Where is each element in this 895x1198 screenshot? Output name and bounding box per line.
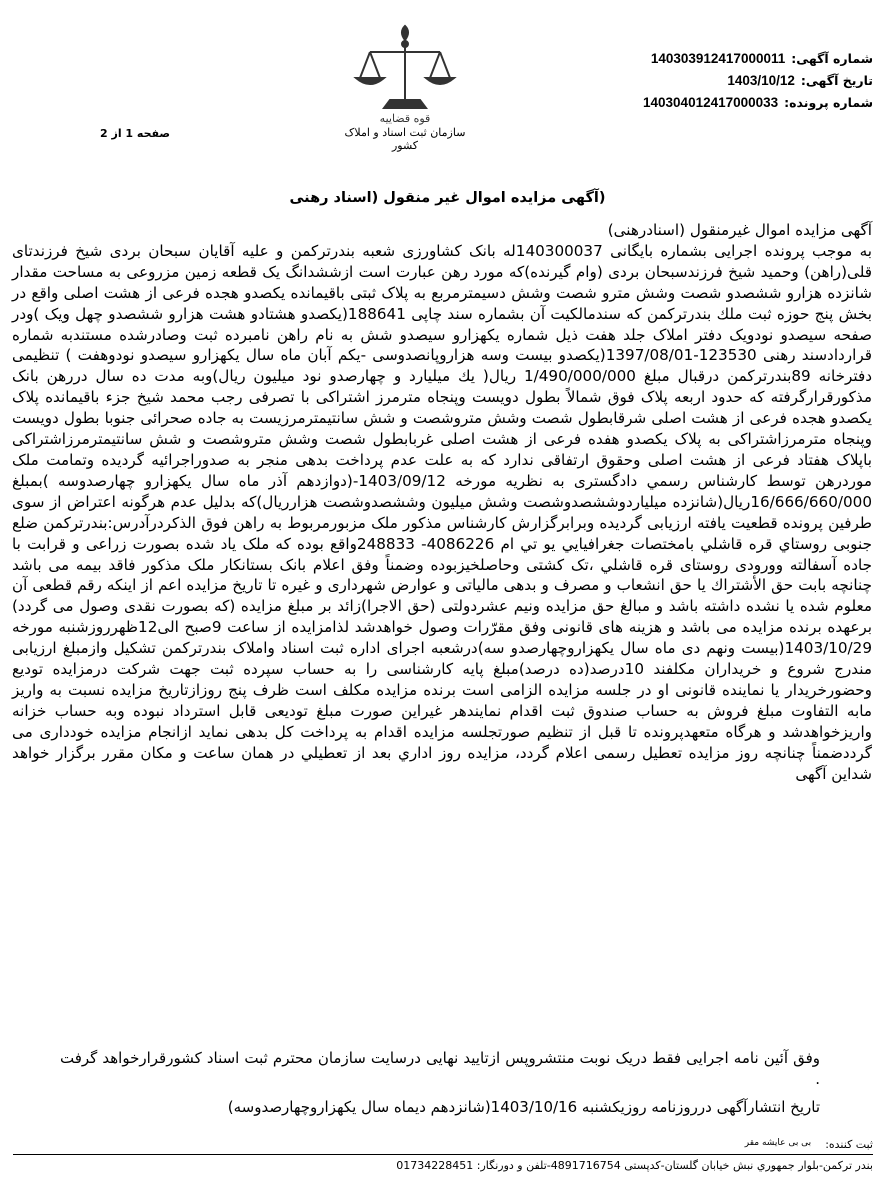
signature-block [13,1138,873,1172]
office-address: بندر ترکمن-بلوار جمهوري نبش خيابان گلستان-کدپستی 4891716754-تلفن و دورنگار: 01734228451 [396,1159,873,1172]
ad-body [12,220,872,784]
ad-date: 1403/10/12 [727,73,795,88]
judiciary-logo [340,18,470,152]
ad-date-row [613,70,873,92]
org-name: سازمان ثبت اسناد و املاک کشور [344,126,466,152]
publish-date-note: تاریخ انتشارآگهی درروزنامه روزیکشنبه 1403/10/16(شانزدهم دیماه سال یکهزاروچهارصدوسه) [227,1098,820,1116]
case-number-label: شماره پرونده: [784,95,873,110]
ad-metadata [613,48,873,114]
document-title: (آگهی مزایده اموال غیر منقول (اسناد رهنی [289,190,606,206]
divider [13,1154,873,1155]
page-info: صفحه 1 از 2 [100,127,171,140]
case-number: 140304012417000033 [643,95,779,110]
registrar-name: بی بی عایشه مقر [744,1138,812,1148]
scales-of-justice-icon [340,18,470,126]
ad-subtitle: آگهی مزایده اموال غیرمنقول (اسنادرهنی) [607,221,872,239]
ad-number-label: شماره آگهی: [791,51,873,66]
ad-number-row [613,48,873,70]
ad-date-label: تاریخ آگهی: [800,73,873,88]
ad-body-text: به موجب پرونده اجرایی بشماره بایگانی 140300037له بانک کشاورزی شعبه بندرترکمن و علیه آقایان سبحان بردی شیخ فرزندتای قلی(راهن) وحمید شیخ فرزندسبحان بردی (وام گیرنده)که مورد رهن عبارت است ازششدانگ یک قطعه زمین مزروعی به مساحت مقدار شانزده هزارو ششصدو شصت وشش مترو شصت وشش دسیمترمربع به پلاک ثبتی باقیمانده یکصدو هجده فرعی از هشت اصلی واقع در بخش پنج حوزه ثبت ملك بندرترکمن که سندمالکیت آن بشماره سند چاپی 188641(یکصدو هشتادو هشت هزارو ششصدو چهل ویک )ودر صفحه سیصدو نودویک دفتر املاک جلد هفت ذیل شماره یکهزارو سیصدو شش به نام راهن نامبرده ثبت وصادرشده مستندبه شماره قراردادسند رهنی 123530-1397/08/01(یکصدو بیست وسه هزاروپانصدوسی -یکم آبان ماه سال یکهزارو سیصدو نودوهفت ) تنظیمی دفترخانه 89بندرترکمن درقبال مبلغ 1/490/000/000 ریال( يك ميليارد و چهارصدو نود میلیون ریال)وبه مدت ده سال دررهن بانک مذکورقرارگرفته که حدود اربعه پلاک فوق شمالاً بطول دویست وپنجاه مترمرز اشتراکی با تصرفی رجب محمد شیخ جزء باقیمانده پلاک یکصدو هجده فرعی از هشت اصلی شرقابطول شصت وشش متروشصت و شش سانتیمترمرزیست به جاده صحرائی جنوبا بطول دویست وپنجاه مترمرزاشتراکی به پلاک یکصدو هفده فرعی از هشت اصلی غربابطول شصت وشش متروشصت و شش سانتیمترمرزاشتراکی باپلاک هفتاد فرعی از هشت اصلی وحقوق ارتفاقی ندارد که به علت عدم پرداخت بدهی منجر به صدوراجرائیه گردیده وتمامت ملک موردرهن توسط کارشناس رسمي دادگستری به نظریه مورخه 1403/09/12-(دوازدهم آذر ماه سال یکهزارو چهارصدوسه )بمبلغ 16/666/660/000ریال(شانزده میلیاردوششصدوشصت وشش میلیون وششصدوشصت هزارریال)که بدلیل عدم هرگونه اعتراض از سوی طرفین پرونده قطعیت یافته ارزیابی گردیده وبرابرگزارش کارشناس مذکور ملک مزبورمربوط به راهن فوق الذکردرآدرس:بندرترکمن ضلع جنوبی روستاي قره قاشلي بامختصات جغرافيايي يو تي ام 4086226- 248833واقع بوده كه ملک یاد شده بصورت زراعی و قرابت با جاده آسفالته وورودی روستای قره قاشلي ،تک کشتی وحاصلخیزبوده وضمناً وفق اعلام بانک بستانکار ملک مذکور فاقد بیمه می باشد چنانچه بابت حق الأشتراك یا حق انشعاب و مصرف و بدهی مالیاتی و عوارض شهرداری و غیره تا تاریخ مزایده اعم از اینکه رقم قطعی آن معلوم شده یا نشده داشته باشد و مبالغ حق مزایده ونیم عشردولتی (حق الاجرا)زائد بر مبلغ مزایده (که بصورت نقدی وصول می گردد) برعهده برنده مزایده می باشد و هزینه های قانونی وفق مقرّرات وصول خواهدشد لذامزایده از ساعت 9صبح الی12ظهرروزشنبه مورخه 1403/10/29(بیست ونهم دی ماه سال یکهزاروچهارصدو سه)درشعبه اجرای اداره ثبت اسناد واملاک بندرترکمن تشکیل وازمبلغ ارزیابی مندرج شروع و خریداران مکلفند 10درصد(ده درصد)مبلغ پایه کارشناسی را به حساب سپرده ثبت جهت شرکت درمزایده تودیع وحضورخریدار یا نماینده قانونی او در جلسه مزایده الزامی است برنده مزایده مکلف است ظرف پنج روزازتاریخ مزایده نسبت به واریز مابه التفاوت مبلغ فروش به حساب صندوق ثبت اقدام نمایندهر غیراین صورت مبلغ تودیعی قابل استرداد نبوده وبه حساب خزانه واریزخواهدشد و هرگاه متعهدپرونده تا قبل از تنظیم صورتجلسه مزایده اقدام به پرداخت کل بدهی نماید ازانجام مزایده خودداری می گرددضمناً چنانچه روز مزایده تعطیل رسمی اعلام گردد، مزایده روز اداري بعد از تعطیلي در همان ساعت و مکان مقرر برگزار خواهد شداین آگهی [12,241,873,783]
regulation-note: وفق آئین نامه اجرایی فقط دریک نوبت منتشروپس ازتایید نهایی درسایت سازمان محترم ثبت اسناد کشورقرارخواهد گرفت . [60,1049,820,1088]
registrar-label: ثبت کننده: [825,1138,873,1151]
case-number-row [613,92,873,114]
registrar-row [13,1138,873,1151]
ad-number: 140303912417000011 [650,51,786,66]
svg-text:قوه قضاییه: قوه قضاییه [379,112,431,125]
